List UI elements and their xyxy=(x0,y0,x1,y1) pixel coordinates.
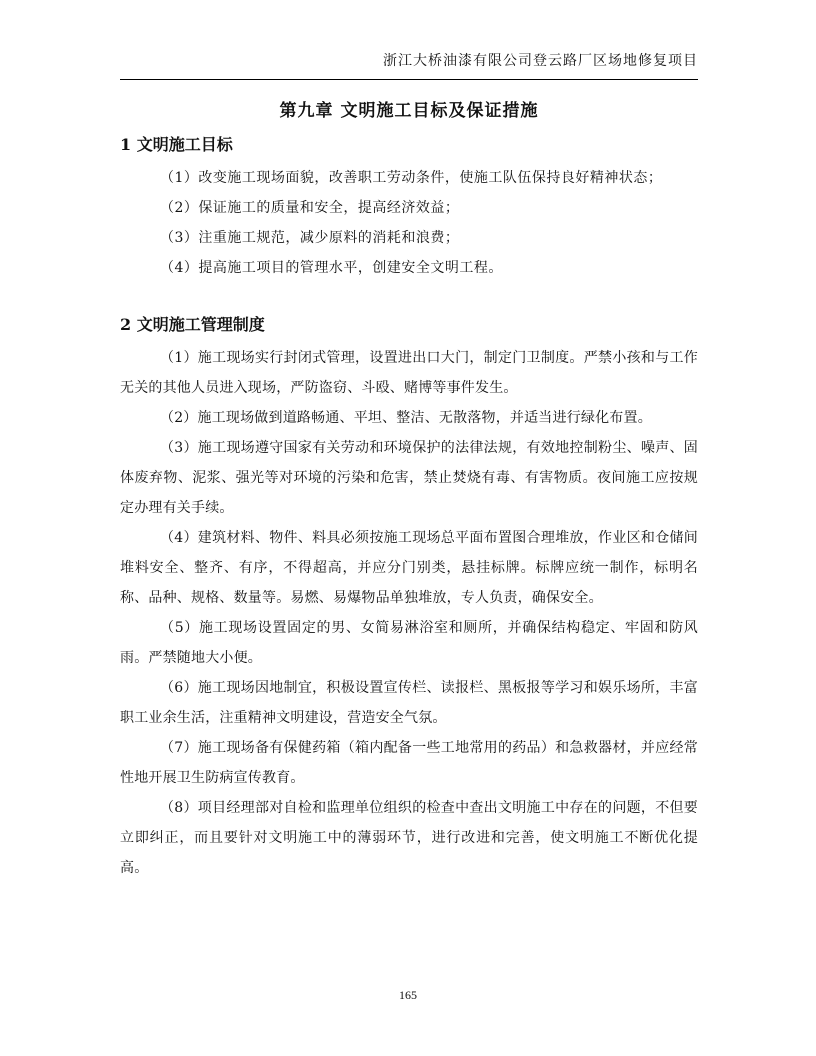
management-rule: （4）建筑材料、物件、料具必须按施工现场总平面布置图合理堆放，作业区和仓储间堆料安全、整齐、有序，不得超高，并应分门别类，悬挂标牌。标牌应统一制作，标明名称、品种、规格、数量等。易燃、易爆物品单独堆放，专人负责，确保安全。 xyxy=(120,530,698,606)
management-rule: （7）施工现场备有保健药箱（箱内配备一些工地常用的药品）和急救器材，并应经常性地开展卫生防病宣传教育。 xyxy=(120,740,698,786)
management-rule: （1）施工现场实行封闭式管理，设置进出口大门，制定门卫制度。严禁小孩和与工作无关的其他人员进入现场，严防盗窃、斗殴、赌博等事件发生。 xyxy=(120,350,698,396)
goal-item: （2）保证施工的质量和安全，提高经济效益； xyxy=(160,200,460,216)
page-body xyxy=(120,95,698,883)
management-rule: （8）项目经理部对自检和监理单位组织的检查中查出文明施工中存在的问题，不但要立即纠正，而且要针对文明施工中的薄弱环节，进行改进和完善，使文明施工不断优化提高。 xyxy=(120,800,698,876)
management-rule: （2）施工现场做到道路畅通、平坦、整洁、无散落物，并适当进行绿化布置。 xyxy=(160,410,652,426)
management-rule: （6）施工现场因地制宜，积极设置宣传栏、读报栏、黑板报等学习和娱乐场所，丰富职工业余生活，注重精神文明建设，营造安全气氛。 xyxy=(120,680,698,726)
page-number: 165 xyxy=(399,988,417,1002)
goal-item: （3）注重施工规范，减少原料的消耗和浪费； xyxy=(160,230,460,246)
management-rule: （5）施工现场设置固定的男、女简易淋浴室和厕所，并确保结构稳定、牢固和防风雨。严禁随地大小便。 xyxy=(120,620,698,666)
goal-item: （4）提高施工项目的管理水平，创建安全文明工程。 xyxy=(160,260,503,276)
running-header: 浙江大桥油漆有限公司登云路厂区场地修复项目 xyxy=(383,53,698,69)
section-title-management: 2 文明施工管理制度 xyxy=(120,315,265,334)
header-divider xyxy=(120,79,698,80)
goal-item: （1）改变施工现场面貌，改善职工劳动条件，使施工队伍保持良好精神状态； xyxy=(160,170,663,186)
chapter-title: 第九章 文明施工目标及保证措施 xyxy=(279,101,539,121)
section-title-goals: 1 文明施工目标 xyxy=(120,135,233,154)
management-rule: （3）施工现场遵守国家有关劳动和环境保护的法律法规，有效地控制粉尘、噪声、固体废弃物、泥浆、强光等对环境的污染和危害，禁止焚烧有毒、有害物质。夜间施工应按规定办理有关手续。 xyxy=(120,440,698,516)
